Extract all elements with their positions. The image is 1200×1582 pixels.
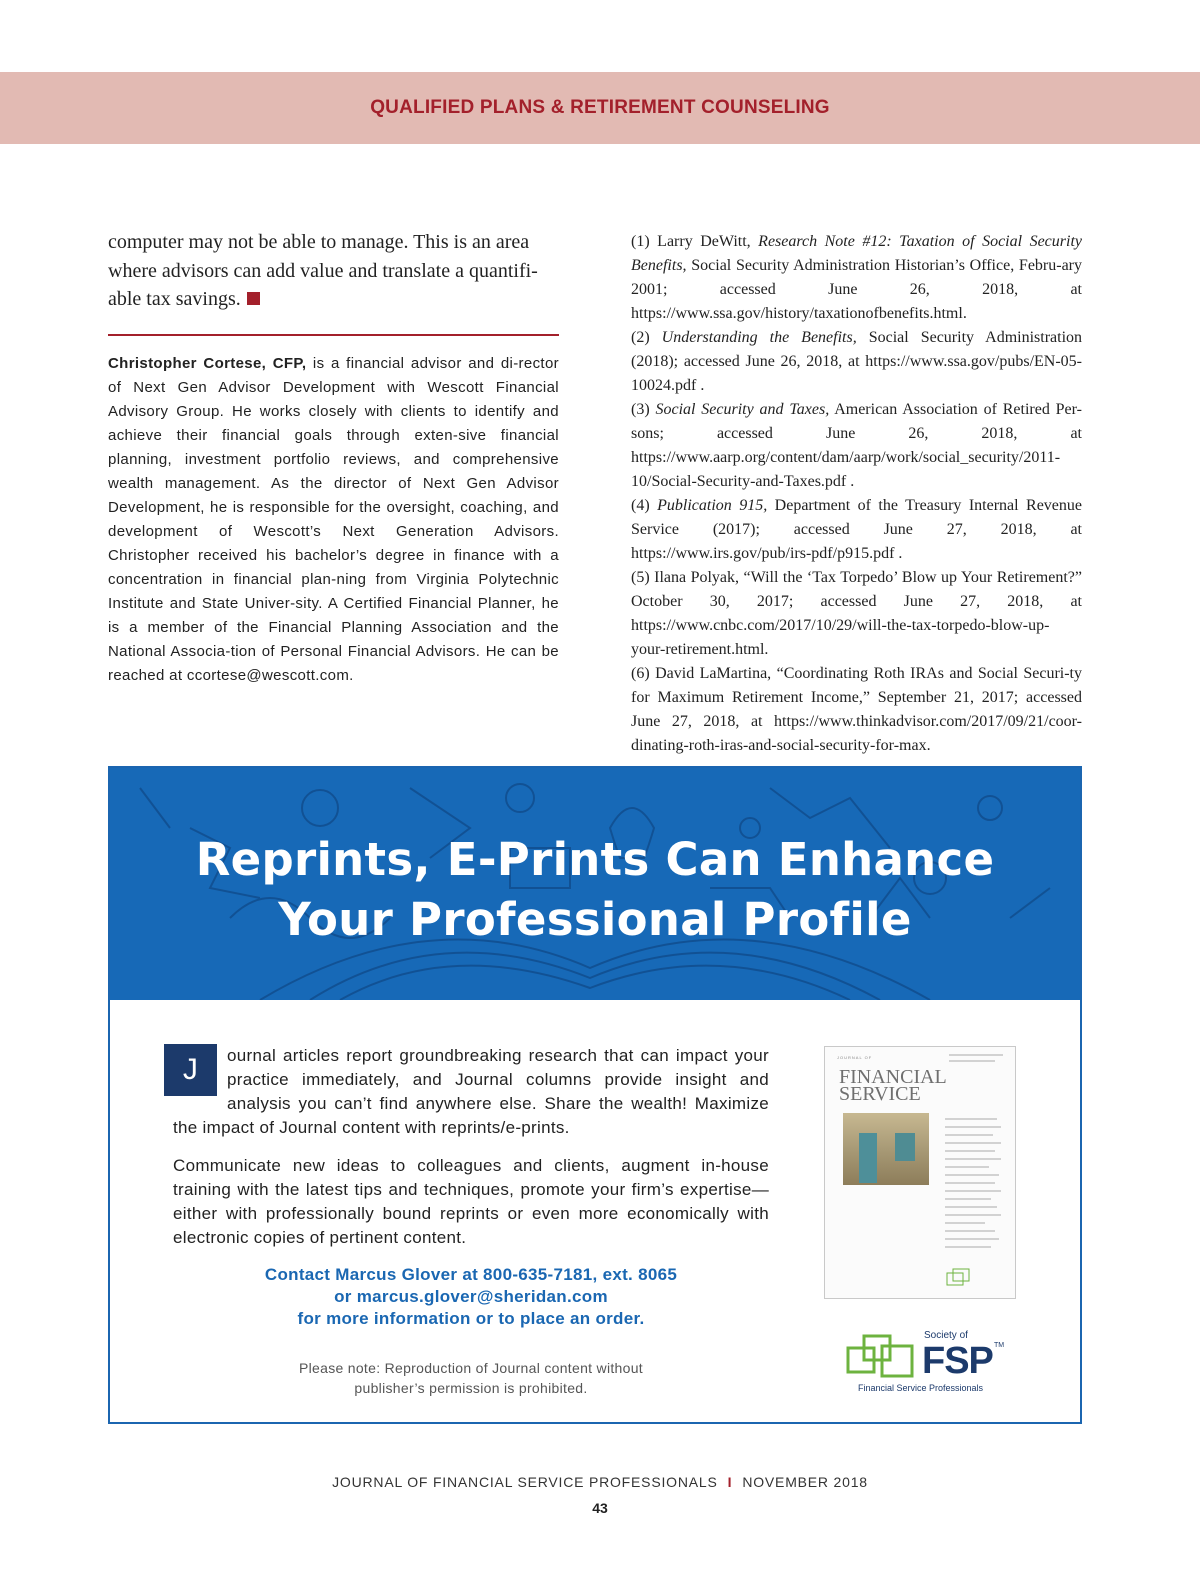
ad-body <box>173 1044 769 1250</box>
author-name: Christopher Cortese, CFP, <box>108 354 307 372</box>
fsp-logo-squares <box>844 1330 924 1390</box>
reference-item <box>631 230 1082 326</box>
reference-text: (4) <box>631 497 658 514</box>
note-line: Please note: Reproduction of Journal content without <box>298 1360 644 1376</box>
author-bio <box>108 352 559 688</box>
reprints-advertisement <box>108 766 1082 1424</box>
reference-text: (6) David LaMartina, “Coordinating Roth IRAs and Social Securi-ty for Maximum Retirement Income,” September 21, 2017; accessed June 27, 2018, at https://www.thinkadvisor.com/2017/09/21/coor-dinating-roth-iras-and-social-security-for-max. <box>631 665 1082 754</box>
reference-title: Research Note #12: Taxation of Social Security Benefits, <box>631 233 1083 274</box>
cover-text-lines <box>825 1047 1017 1300</box>
ad-title-line: Reprints, E-Prints Can Enhance <box>195 833 995 886</box>
reference-title: Publication 915, <box>657 497 768 514</box>
note-line: publisher’s permission is prohibited. <box>354 1380 588 1396</box>
reference-text: American Association of Retired Per-sons; accessed June 26, 2018, at https://www.aarp.org/content/dam/aarp/work/social_security/2011-10/Social-Security-and-Taxes.pdf . <box>631 401 1082 490</box>
reference-text: (3) <box>631 401 656 418</box>
ad-banner <box>110 768 1080 1000</box>
reference-item <box>631 566 1082 662</box>
section-title: QUALIFIED PLANS & RETIREMENT COUNSELING <box>370 97 830 118</box>
ad-title-line: Your Professional Profile <box>278 893 912 946</box>
fsp-wordmark: FSP <box>922 1340 993 1382</box>
reference-text: (1) Larry DeWitt, <box>631 233 759 250</box>
dropcap: J <box>164 1044 217 1096</box>
reference-title: Understanding the Benefits, <box>661 329 857 346</box>
page-footer <box>0 1474 1200 1490</box>
reference-item <box>631 662 1082 758</box>
divider-rule <box>108 334 559 336</box>
cover-journal-of: JOURNAL OF <box>837 1055 873 1060</box>
reference-text: (2) <box>631 329 662 346</box>
cover-title-line: FINANCIAL <box>839 1066 947 1088</box>
reproduction-note <box>173 1358 769 1398</box>
fsp-society-of: Society of <box>924 1330 968 1341</box>
fsp-tagline: Financial Service Professionals <box>858 1383 984 1393</box>
footer-journal-name: JOURNAL OF FINANCIAL SERVICE PROFESSIONALS <box>332 1474 718 1490</box>
reference-item <box>631 326 1082 398</box>
contact-line: Contact Marcus Glover at 800-635-7181, ext. 8065 <box>264 1265 678 1284</box>
article-left-column <box>108 228 559 688</box>
ad-paragraph <box>173 1044 769 1140</box>
cover-title-line: SERVICE <box>839 1083 921 1105</box>
page-number: 43 <box>592 1500 608 1516</box>
references-list <box>631 230 1082 758</box>
ad-title <box>110 830 1080 950</box>
reference-text: Social Security Administration Historian’s Office, Febru-ary 2001; accessed June 26, 2018, at https://www.ssa.gov/history/taxationofbenefits.html. <box>631 257 1082 322</box>
article-closing-text: computer may not be able to manage. This is an area where advisors can add value and translate a quantifi-able tax savings. <box>108 231 538 310</box>
contact-email[interactable]: or marcus.glover@sheridan.com <box>334 1287 608 1306</box>
article-closing-paragraph <box>108 228 559 314</box>
reference-text: (5) Ilana Polyak, “Will the ‘Tax Torpedo’ Blow up Your Retirement?” October 30, 2017; accessed June 27, 2018, at https://www.cnbc.com/2017/10/29/will-the-tax-torpedo-blow-up-your-retirement.html. <box>631 569 1082 658</box>
reference-item <box>631 398 1082 494</box>
ad-paragraph: Communicate new ideas to colleagues and clients, augment in-house training with the latest tips and techniques, promote your firm’s expertise—either with professionally bound reprints or even more economically with electronic copies of pertinent content. <box>173 1156 769 1247</box>
ad-paragraph-text: ournal articles report groundbreaking research that can impact your practice immediately, and Journal columns provide insight and analysis you can’t find anywhere else. Share the wealth! Maximize the impact of Journal content with reprints/e-prints. <box>173 1046 769 1137</box>
reference-item <box>631 494 1082 566</box>
journal-cover-thumbnail <box>824 1046 1016 1299</box>
footer-separator: I <box>727 1474 733 1490</box>
fsp-trademark: TM <box>994 1342 1005 1349</box>
reference-title: Social Security and Taxes, <box>655 401 830 418</box>
contact-line: for more information or to place an order. <box>297 1309 645 1328</box>
reference-text: Social Security Administration (2018); accessed June 26, 2018, at https://www.ssa.gov/pubs/EN-05-10024.pdf . <box>631 329 1083 394</box>
end-of-article-mark <box>247 292 260 305</box>
fsp-logo <box>844 1324 1014 1396</box>
author-bio-text: is a financial advisor and di-rector of Next Gen Advisor Development with Wescott Financial Advisory Group. He works closely with clients to identify and achieve their financial goals through exten-sive financial planning, investment portfolio reviews, and comprehensive wealth management. As the director of Next Gen Advisor Development, he is responsible for the oversight, coaching, and development of Wescott’s Next Generation Advisors. Christopher received his bachelor’s degree in finance with a concentration in financial plan-ning from Virginia Polytechnic Institute and State Univer-sity. A Certified Financial Planner, he is a member of the Financial Planning Association and the National Associa-tion of Personal Financial Advisors. He can be reached at ccortese@wescott.com. <box>108 354 559 684</box>
contact-info <box>173 1264 769 1330</box>
reference-text: Department of the Treasury Internal Revenue Service (2017); accessed June 27, 2018, at https://www.irs.gov/pub/irs-pdf/p915.pdf . <box>631 497 1083 562</box>
section-header-band <box>0 72 1200 144</box>
footer-date: NOVEMBER 2018 <box>742 1474 868 1490</box>
